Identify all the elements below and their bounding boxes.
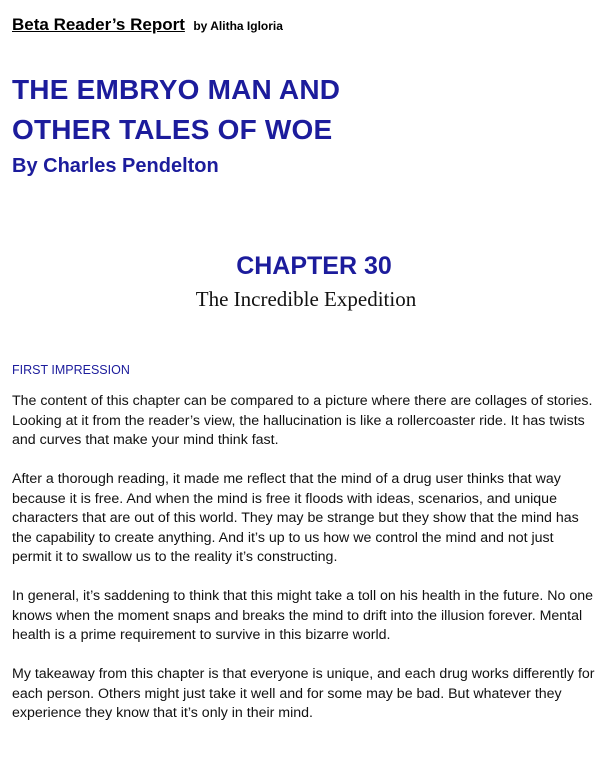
section-body <box>12 392 596 743</box>
paragraph: After a thorough reading, it made me reflect that the mind of a drug user thinks that way because it is free. And when the mind is free it floods with ideas, scenarios, and unique characters that are out of this world. They may be strange but they show that the mind has the capability to create anything. And it’s up to us how we control the mind and not just permit it to swallow us to the reality it’s constructing. <box>12 471 579 565</box>
chapter-title: The Incredible Expedition <box>195 287 417 311</box>
report-header <box>12 15 283 35</box>
report-title: Beta Reader’s Report <box>12 15 185 34</box>
book-title <box>12 70 340 150</box>
section-label: FIRST IMPRESSION <box>12 363 130 377</box>
report-author: by Alitha Igloria <box>193 19 283 33</box>
chapter-number: CHAPTER 30 <box>236 252 392 280</box>
paragraph: In general, it’s saddening to think that this might take a toll on his health in the future. No one knows when the moment snaps and breaks the mind to drift into the illusion forever. Mental health is a prime requirement to survive in this bizarre world. <box>12 588 594 643</box>
paragraph: The content of this chapter can be compared to a picture where there are collages of stories. Looking at it from the reader’s view, the hallucination is like a rollercoaster ride. It has twists and curves that make your mind think fast. <box>12 393 593 448</box>
book-author: By Charles Pendelton <box>12 155 219 177</box>
book-title-line-1: THE EMBRYO MAN AND <box>12 74 341 105</box>
paragraph: My takeaway from this chapter is that everyone is unique, and each drug works differently for each person. Others might just take it well and for some may be bad. But whatever they experience they know that it’s only in their mind. <box>12 666 595 721</box>
book-title-line-2: OTHER TALES OF WOE <box>12 114 333 145</box>
